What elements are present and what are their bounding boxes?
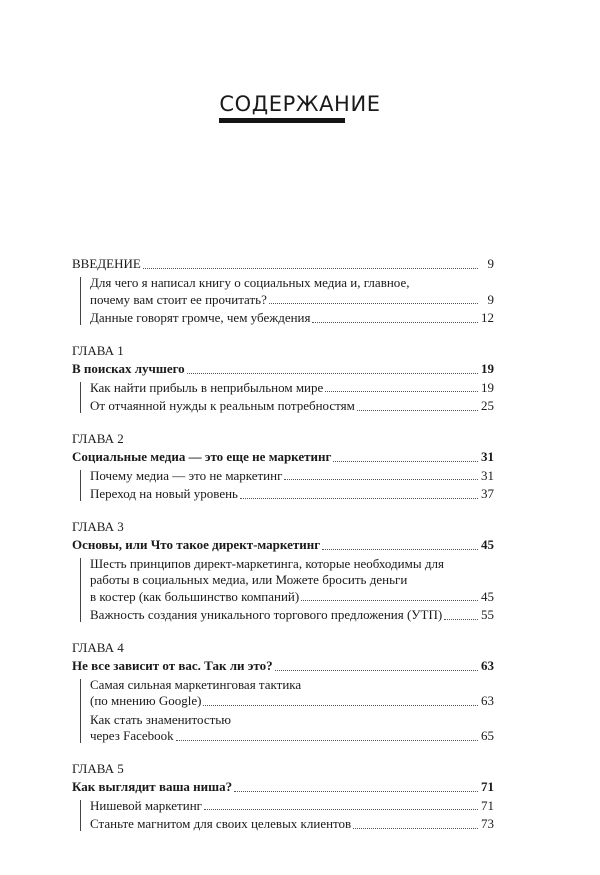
subentry[interactable]	[90, 555, 494, 607]
entry-title: через Facebook	[90, 728, 174, 743]
page-number: 25	[481, 398, 494, 413]
dot-leader	[176, 740, 478, 741]
subentry[interactable]	[90, 606, 494, 625]
subentry-line[interactable]	[90, 292, 494, 309]
subentry-line[interactable]	[90, 468, 494, 485]
chapter-number: ГЛАВА 1	[72, 342, 124, 358]
dot-leader	[187, 373, 478, 374]
page-number: 19	[481, 360, 494, 376]
subentry-line[interactable]	[90, 589, 494, 606]
page-number: 63	[481, 657, 494, 673]
chapter-title-entry[interactable]	[72, 360, 494, 378]
subentry-line[interactable]	[90, 798, 494, 815]
page-number: 55	[481, 607, 494, 622]
entry-title: В поисках лучшего	[72, 360, 185, 376]
entry-title: ВВЕДЕНИЕ	[72, 256, 141, 271]
entry-title: Как найти прибыль в неприбыльном мире	[90, 379, 324, 395]
page-number: 9	[487, 291, 494, 307]
subentry[interactable]	[90, 711, 494, 746]
dot-leader	[322, 549, 478, 550]
entry-title: Социальные медиа — это еще не маркетинг	[72, 448, 332, 464]
subentry-group	[80, 274, 494, 328]
toc-section	[72, 760, 494, 834]
toc-section	[72, 255, 494, 328]
dot-leader	[312, 322, 478, 323]
page-number: 65	[481, 728, 494, 743]
page-number: 31	[481, 448, 494, 464]
page-number: 37	[481, 486, 494, 501]
dot-leader	[269, 303, 478, 304]
entry-title: (по мнению Google)	[90, 693, 202, 708]
page-number: 71	[481, 797, 494, 813]
dot-leader	[357, 410, 478, 411]
subentry-line[interactable]	[90, 486, 494, 503]
subentry[interactable]	[90, 485, 494, 504]
subentry-text-line: Как стать знаменитостью	[90, 711, 231, 727]
subentry-line[interactable]	[90, 310, 494, 327]
dot-leader	[353, 828, 478, 829]
toc-section	[72, 430, 494, 504]
dot-leader	[204, 809, 478, 810]
subentry-line[interactable]	[90, 816, 494, 833]
entry-title: почему вам стоит ее прочитать?	[90, 291, 267, 307]
subentry[interactable]	[90, 274, 494, 309]
page-number: 9	[487, 256, 494, 271]
entry-title: Не все зависит от вас. Так ли это?	[72, 657, 273, 673]
entry-title: Данные говорят громче, чем убеждения	[90, 310, 311, 325]
entry-title: Нишевой маркетинг	[90, 797, 202, 813]
subentry-group	[80, 467, 494, 504]
dot-leader	[333, 461, 478, 462]
chapter-number: ГЛАВА 2	[72, 430, 124, 446]
dot-leader	[203, 705, 478, 706]
page-number: 12	[481, 310, 494, 325]
entry-title: Как выглядит ваша ниша?	[72, 778, 233, 794]
table-of-contents	[72, 255, 494, 834]
dot-leader	[301, 600, 478, 601]
dot-leader	[284, 479, 478, 480]
subentry-text-line: Для чего я написал книгу о социальных медиа и, главное,	[90, 275, 410, 290]
subentry[interactable]	[90, 379, 494, 398]
entry-title: Станьте магнитом для своих целевых клиентов	[90, 816, 352, 831]
subentry-group	[80, 379, 494, 416]
dot-leader	[234, 791, 478, 792]
subentry-line[interactable]	[90, 380, 494, 397]
chapter-title-entry[interactable]	[72, 657, 494, 675]
dot-leader	[444, 619, 478, 620]
chapter-title-entry[interactable]	[72, 448, 494, 466]
subentry[interactable]	[90, 676, 494, 711]
subentry-line[interactable]	[90, 607, 494, 624]
dot-leader	[240, 498, 478, 499]
title-underline	[219, 118, 345, 123]
subentry-group	[80, 555, 494, 625]
page-number: 45	[481, 536, 494, 552]
page-number: 45	[481, 588, 494, 604]
chapter-title-entry[interactable]	[72, 536, 494, 554]
chapter-number: ГЛАВА 4	[72, 639, 124, 655]
dot-leader	[275, 670, 478, 671]
entry-title: Переход на новый уровень	[90, 486, 238, 501]
subentry-text-line: работы в социальных медиа, или Можете бросить деньги	[90, 572, 408, 587]
entry-title: в костер (как большинство компаний)	[90, 588, 300, 604]
toc-section	[72, 342, 494, 416]
subentry[interactable]	[90, 467, 494, 486]
chapter-number: ГЛАВА 5	[72, 760, 124, 776]
subentry-group	[80, 676, 494, 746]
page-number: 71	[481, 778, 494, 794]
page-number: 31	[481, 467, 494, 483]
subentry[interactable]	[90, 797, 494, 816]
subentry[interactable]	[90, 815, 494, 834]
page-number: 73	[481, 816, 494, 831]
page-number: 19	[481, 379, 494, 395]
subentry-group	[80, 797, 494, 834]
dot-leader	[325, 391, 478, 392]
entry-title: Основы, или Что такое директ-маркетинг	[72, 536, 321, 552]
toc-section	[72, 518, 494, 625]
page-number: 63	[481, 693, 494, 708]
page-title: СОДЕРЖАНИЕ	[219, 92, 381, 116]
chapter-number: ГЛАВА 3	[72, 518, 124, 534]
subentry[interactable]	[90, 397, 494, 416]
entry-title: Почему медиа — это не маркетинг	[90, 467, 283, 483]
chapter-title-entry[interactable]	[72, 778, 494, 796]
subentry-line[interactable]	[90, 398, 494, 415]
toc-section	[72, 639, 494, 746]
entry-title: От отчаянной нужды к реальным потребностям	[90, 398, 355, 413]
subentry-text-line: Шесть принципов директ-маркетинга, которые необходимы для	[90, 555, 444, 571]
entry-title: Важность создания уникального торгового предложения (УТП)	[90, 607, 443, 622]
introduction-entry[interactable]	[72, 255, 494, 273]
subentry-line[interactable]	[90, 728, 494, 745]
subentry-text-line: Самая сильная маркетинговая тактика	[90, 676, 302, 692]
subentry-line[interactable]	[90, 693, 494, 710]
dot-leader	[143, 268, 478, 269]
subentry[interactable]	[90, 309, 494, 328]
